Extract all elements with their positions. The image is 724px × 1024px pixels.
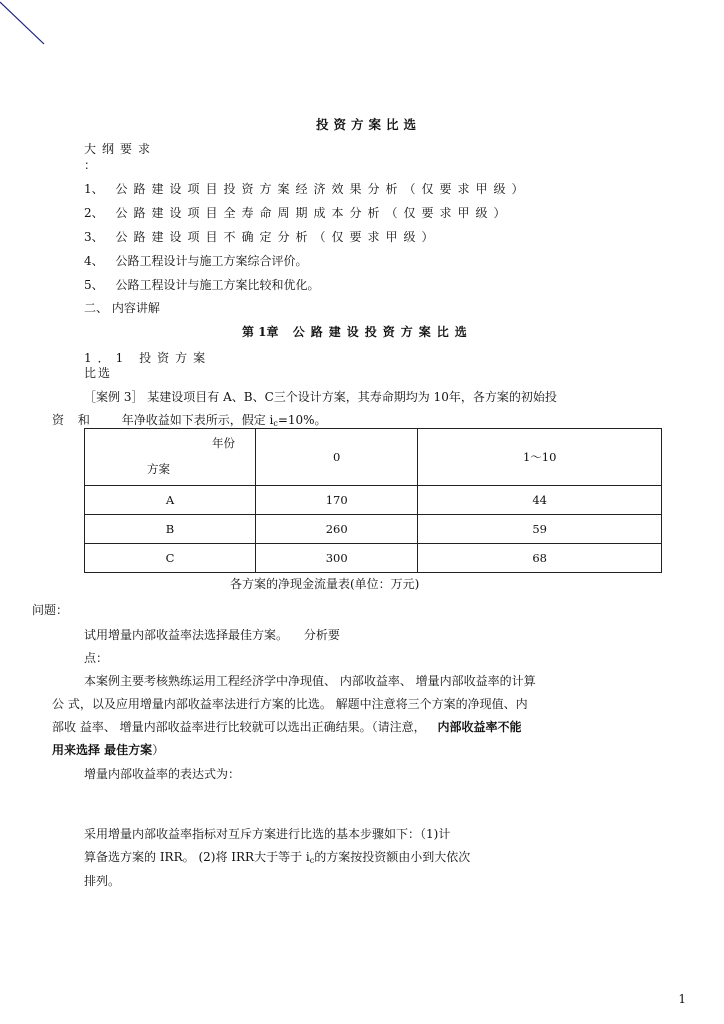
list-item: 3、 公路建设项目不确定分析（仅要求甲级） — [84, 230, 440, 244]
section-heading: 1．1 投资方案 — [84, 351, 212, 365]
list-item: 4、 公路工程设计与施工方案综合评价。 — [84, 254, 308, 268]
table-row: C 300 68 — [85, 544, 662, 573]
cash-flow-table — [84, 428, 662, 573]
formula-intro: 增量内部收益率的表达式为： — [84, 767, 241, 781]
outline-heading: 大纲要求 — [84, 142, 157, 156]
paragraph-line: 公 式，以及应用增量内部收益率法进行方案的比选。 解题中注意将三个方案的净现值、内 — [52, 697, 528, 711]
paragraph-line: 排列。 — [84, 874, 121, 888]
table-row: B 260 59 — [85, 515, 662, 544]
case-line-1: ［案例 3］ 某建设项目有 A、B、C三个设计方案，其寿命期均为 10年，各方案的初始投 — [84, 390, 557, 404]
section-heading-cont: 比选 — [84, 366, 113, 380]
list-item: 5、 公路工程设计与施工方案比较和优化。 — [84, 278, 320, 292]
list-item: 2、 公路建设项目全寿命周期成本分析（仅要求甲级） — [84, 206, 512, 220]
list-item: 1、 公路建设项目投资方案经济效果分析（仅要求甲级） — [84, 182, 530, 196]
document-title: 投资方案比选 — [316, 117, 422, 132]
question-label: 问题： — [32, 603, 69, 617]
question-text: 试用增量内部收益率法选择最佳方案。 分析要 — [84, 628, 340, 642]
table-corner-header: 年份 方案 — [85, 429, 256, 486]
table-col-header: 0 — [256, 429, 418, 486]
table-header-row — [85, 429, 662, 486]
analysis-label: 点： — [84, 651, 109, 665]
corner-mark-line — [0, 0, 50, 50]
paragraph-line: 部收 益率、 增量内部收益率进行比较就可以选出正确结果。（请注意， 内部收益率不能 — [52, 720, 522, 734]
table-col-header: 1～10 — [418, 429, 662, 486]
paragraph-line: 用来选择 最佳方案） — [52, 743, 165, 757]
chapter-heading: 第 1章 公路建设投资方案比选 — [242, 325, 473, 339]
paragraph-line: 本案例主要考核熟练运用工程经济学中净现值、 内部收益率、 增量内部收益率的计算 — [84, 674, 536, 688]
paragraph-line: 采用增量内部收益率指标对互斥方案进行比选的基本步骤如下：（1)计 — [84, 827, 451, 841]
outline-colon: ： — [84, 158, 97, 172]
table-row: A 170 44 — [85, 486, 662, 515]
page-number: 1 — [678, 992, 686, 1006]
case-line-2: 资 和 年净收益如下表所示，假定 $i_c=10\%$。 — [52, 413, 327, 428]
section-2-heading: 二、 内容讲解 — [84, 301, 160, 315]
table-caption: 各方案的净现金流量表(单位：万元) — [230, 577, 420, 591]
paragraph-line: 算备选方案的 IRR。 (2)将 IRR大于等于 $i_c$的方案按投资额由小到大依次 — [84, 850, 471, 865]
